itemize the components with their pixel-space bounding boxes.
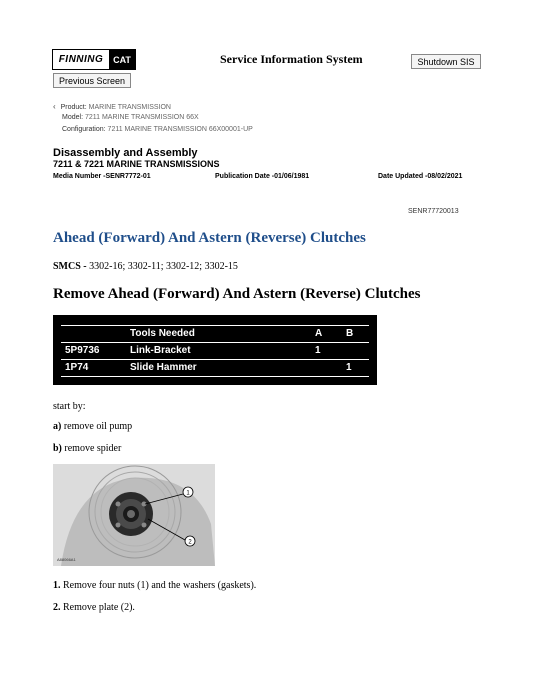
back-arrow-icon[interactable]: ‹ [53,102,56,111]
table-rule [61,325,369,326]
media-number: Media Number -SENR7772-01 [53,173,151,180]
step-2 [53,602,135,613]
page-title: Service Information System [220,52,363,66]
configuration-label: Configuration: [62,126,106,133]
tools-header-a: A [315,328,323,339]
step-1 [53,580,256,591]
publication-date: Publication Date -01/06/1981 [215,173,310,180]
model-value: 7211 MARINE TRANSMISSION 66X [84,114,199,121]
tools-header-b: B [346,328,354,339]
tool-name: Slide Hammer [130,362,197,373]
tool-part-number: 5P9736 [65,345,100,356]
callout-1: 1 [186,490,190,497]
step-1-text: Remove four nuts (1) and the washers (gaskets). [63,580,257,591]
finning-cat-logo [52,49,136,70]
step-2-text: Remove plate (2). [63,602,135,613]
date-updated: Date Updated -08/02/2021 [378,173,463,180]
tools-header-label: Tools Needed [130,328,195,339]
smcs-codes: 3302-16; 3302-11; 3302-12; 3302-15 [89,261,238,272]
smcs-label: SMCS - [53,261,87,272]
prereq-a [53,421,132,432]
table-rule [61,376,369,377]
step-1-number: 1. [53,580,61,591]
prereq-a-text: remove oil pump [63,421,133,432]
product-value: MARINE TRANSMISSION [88,104,171,111]
step-2-number: 2. [53,602,61,613]
procedure-title: Remove Ahead (Forward) And Astern (Reverse) Clutches [53,286,421,302]
configuration-row [62,126,253,133]
section-title: Ahead (Forward) And Astern (Reverse) Clutches [53,230,366,246]
logo-finning-text: FINNING [58,54,104,65]
model-row [62,114,199,121]
tool-part-number: 1P74 [65,362,89,373]
smcs-line [53,261,238,272]
product-row [53,102,171,111]
tools-table [53,315,377,385]
logo-cat-badge: CAT [109,50,135,69]
clutch-illustration [53,464,215,566]
document-name: 7211 & 7221 MARINE TRANSMISSIONS [53,159,220,169]
model-label: Model: [62,114,84,121]
prereq-b [53,443,121,454]
document-type: Disassembly and Assembly [53,147,198,159]
tool-qty-a: 1 [315,345,321,356]
product-label: Product: [60,104,87,111]
start-by-text: start by: [53,401,86,412]
tool-name: Link-Bracket [130,345,191,356]
prereq-b-text: remove spider [64,443,122,454]
table-rule [61,342,369,343]
table-rule [61,359,369,360]
callout-2: 2 [188,539,192,546]
shutdown-sis-button[interactable]: Shutdown SIS [411,54,481,69]
configuration-value: 7211 MARINE TRANSMISSION 66X00001-UP [107,126,253,133]
media-id: SENR77720013 [408,208,459,215]
tool-qty-b: 1 [346,362,352,373]
clutch-photo-drawing [53,464,215,566]
previous-screen-button[interactable]: Previous Screen [53,73,131,88]
illustration-id: A88066A1 [57,557,76,562]
prereq-b-label: b) [53,443,62,454]
prereq-a-label: a) [53,421,62,432]
